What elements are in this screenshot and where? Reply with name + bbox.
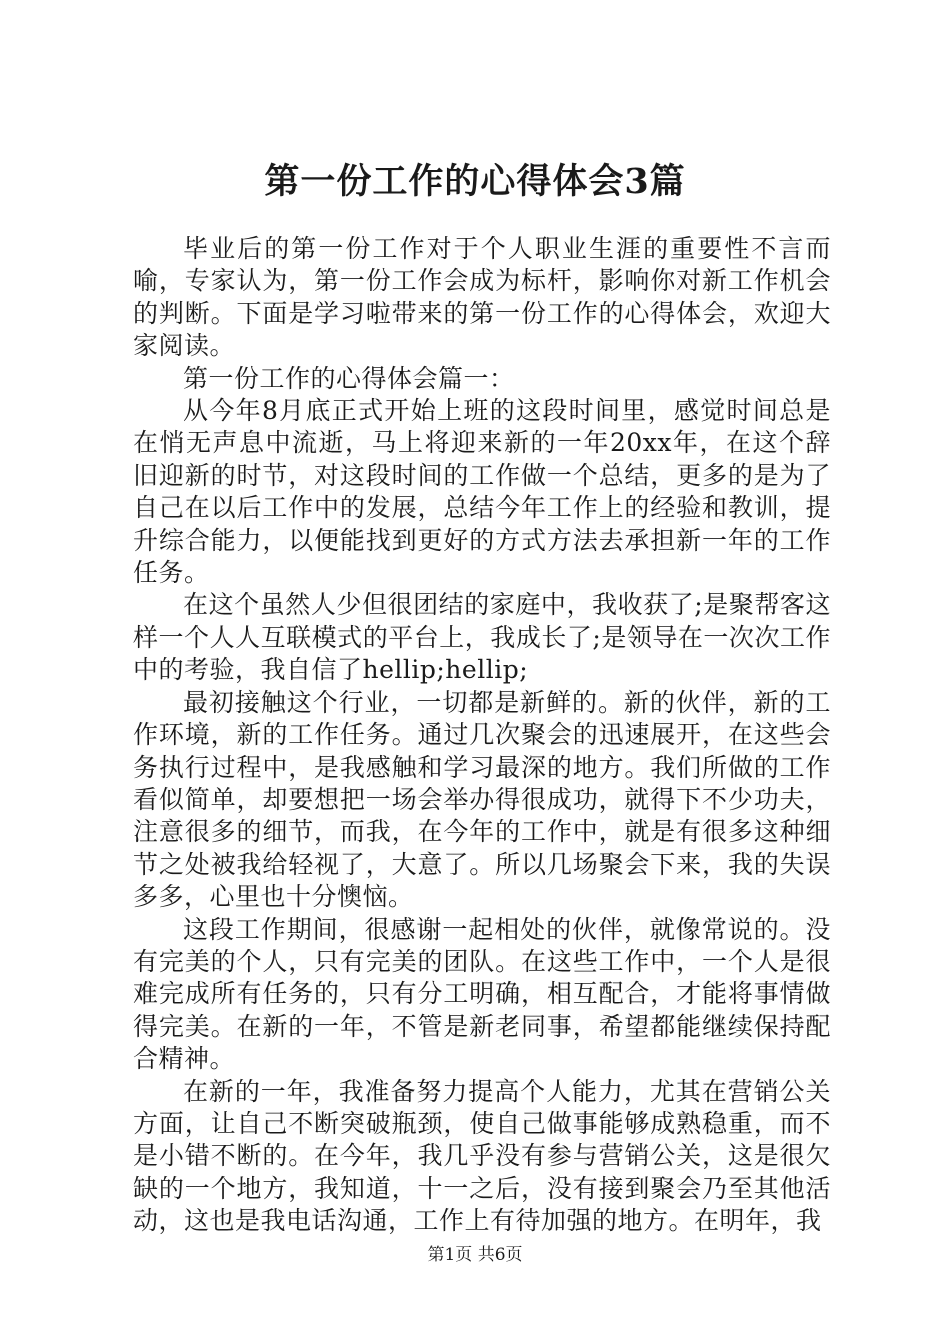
paragraph-intro: 毕业后的第一份工作对于个人职业生涯的重要性不言而喻，专家认为，第一份工作会成为标杆，影响你对新工作机会的判断。下面是学习啦带来的第一份工作的心得体会，欢迎大家阅读。 xyxy=(133,234,831,361)
document-body xyxy=(133,233,831,1238)
paragraph: 最初接触这个行业，一切都是新鲜的。新的伙伴，新的工作环境，新的工作任务。通过几次聚会的迅速展开，在这些会务执行过程中，是我感触和学习最深的地方。我们所做的工作看似简单，却要想把一场会举办得很成功，就得下不少功夫，注意很多的细节，而我，在今年的工作中，就是有很多这种细节之处被我给轻视了，大意了。所以几场聚会下来，我的失误多多，心里也十分懊恼。 xyxy=(133,687,831,912)
document-title: 第一份工作的心得体会3篇 xyxy=(264,161,686,202)
paragraph: 从今年8月底正式开始上班的这段时间里，感觉时间总是在悄无声息中流逝，马上将迎来新的一年20xx年，在这个辞旧迎新的时节，对这段时间的工作做一个总结，更多的是为了自己在以后工作中的发展，总结今年工作上的经验和教训，提升综合能力，以便能找到更好的方式方法去承担新一年的工作任务。 xyxy=(133,396,831,588)
paragraph: 在这个虽然人少但很团结的家庭中，我收获了;是聚帮客这样一个人人互联模式的平台上，我成长了;是领导在一次次工作中的考验，我自信了hellip;hellip; xyxy=(133,590,831,685)
page-number-footer: 第1页 共6页 xyxy=(427,1245,523,1265)
paragraph: 这段工作期间，很感谢一起相处的伙伴，就像常说的。没有完美的个人，只有完美的团队。在这些工作中，一个人是很难完成所有任务的，只有分工明确，相互配合，才能将事情做得完美。在新的一年，不管是新老同事，希望都能继续保持配合精神。 xyxy=(133,914,831,1074)
paragraph: 在新的一年，我准备努力提高个人能力，尤其在营销公关方面，让自己不断突破瓶颈，使自己做事能够成熟稳重，而不是小错不断的。在今年，我几乎没有参与营销公关，这是很欠缺的一个地方，我知道，十一之后，没有接到聚会乃至其他活动，这也是我电话沟通，工作上有待加强的地方。在明年，我 xyxy=(133,1076,831,1236)
section-heading-part-one: 第一份工作的心得体会篇一： xyxy=(183,363,515,393)
